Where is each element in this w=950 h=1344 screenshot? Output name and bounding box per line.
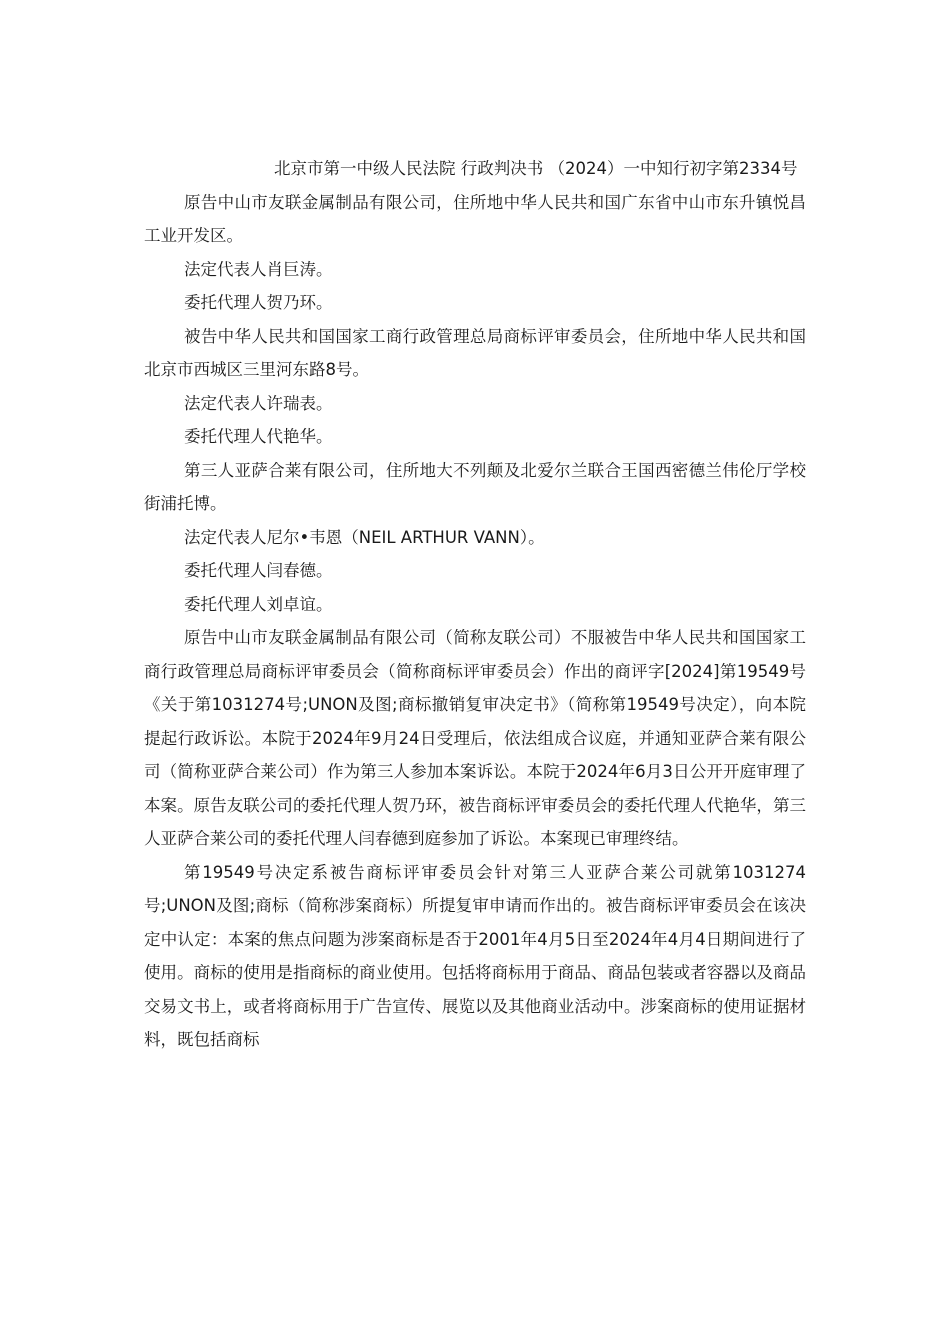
defendant-agent: 委托代理人代艳华。 [184, 427, 333, 446]
third-party-legal-representative: 法定代表人尼尔•韦恩（NEIL ARTHUR VANN）。 [184, 527, 545, 547]
document-page [144, 152, 806, 1057]
defendant-legal-representative: 法定代表人许瑞表。 [184, 393, 333, 413]
case-background-paragraph: 原告中山市友联金属制品有限公司（简称友联公司）不服被告中华人民共和国国家工商行政管理总局商标评审委员会（简称商标评审委员会）作出的商评字[2024]第19549号《关于第1031274号;UNON及图;商标撤销复审决定书》（简称第19549号决定），向本院提起行政诉讼。本院于2024年9月24日受理后，依法组成合议庭，并通知亚萨合莱有限公司（简称亚萨合莱公司）作为第三人参加本案诉讼。本院于2024年6月3日公开开庭审理了本案。原告友联公司的委托代理人贺乃环，被告商标评审委员会的委托代理人代艳华，第三人亚萨合莱公司的委托代理人闫春德到庭参加了诉讼。本案现已审理终结。 [144, 628, 806, 848]
plaintiff-legal-representative: 法定代表人肖巨涛。 [184, 259, 333, 279]
third-party-agent-2: 委托代理人刘卓谊。 [184, 594, 333, 614]
defendant-paragraph: 被告中华人民共和国国家工商行政管理总局商标评审委员会，住所地中华人民共和国北京市西城区三里河东路8号。 [144, 326, 806, 379]
document-title: 北京市第一中级人民法院 行政判决书 （2024）一中知行初字第2334号 [274, 159, 798, 178]
third-party-agent-1: 委托代理人闫春德。 [184, 561, 333, 580]
third-party-paragraph: 第三人亚萨合莱有限公司，住所地大不列颠及北爱尔兰联合王国西密德兰伟伦厅学校街浦托博。 [144, 460, 806, 513]
decision-summary-paragraph: 第19549号决定系被告商标评审委员会针对第三人亚萨合莱公司就第1031274号;UNON及图;商标（简称涉案商标）所提复审申请而作出的。被告商标评审委员会在该决定中认定：本案的焦点问题为涉案商标是否于2001年4月5日至2024年4月4日期间进行了使用。商标的使用是指商标的商业使用。包括将商标用于商品、商品包装或者容器以及商品交易文书上，或者将商标用于广告宣传、展览以及其他商业活动中。涉案商标的使用证据材料，既包括商标 [144, 862, 806, 1049]
plaintiff-paragraph: 原告中山市友联金属制品有限公司，住所地中华人民共和国广东省中山市东升镇悦昌工业开发区。 [144, 192, 806, 245]
plaintiff-agent: 委托代理人贺乃环。 [184, 293, 333, 312]
